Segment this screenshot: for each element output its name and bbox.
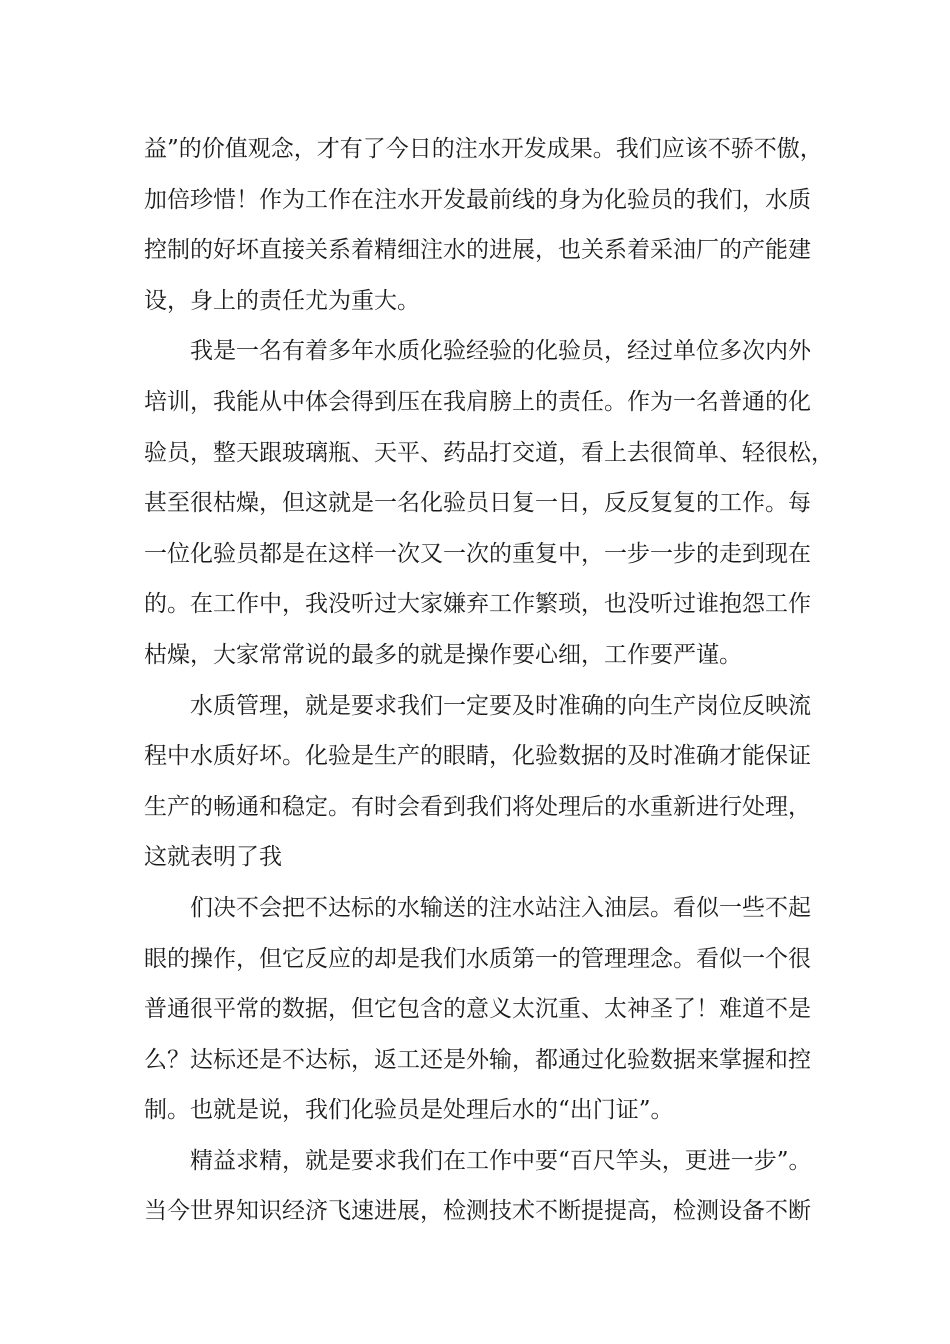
text-line: 设，身上的责任尤为重大。 [144, 287, 420, 314]
text-line: 普通很平常的数据，但它包含的意义太沉重、太神圣了！难道不是 [144, 996, 811, 1023]
text-line: 程中水质好坏。化验是生产的眼睛，化验数据的及时准确才能保证 [144, 743, 811, 770]
text-line: 当今世界知识经济飞速进展，检测技术不断提提高，检测设备不断 [144, 1198, 811, 1225]
text-line: 甚至很枯燥，但这就是一名化验员日复一日，反反复复的工作。每 [144, 490, 811, 517]
text-line: 么？达标还是不达标，返工还是外输，都通过化验数据来掌握和控 [144, 1046, 811, 1073]
text-line: 生产的畅通和稳定。有时会看到我们将处理后的水重新进行处理， [144, 793, 811, 820]
text-line: 验员，整天跟玻璃瓶、天平、药品打交道，看上去很简单、轻很松， [144, 439, 834, 466]
text-line: 眼的操作，但它反应的却是我们水质第一的管理理念。看似一个很 [144, 945, 811, 972]
text-line: 加倍珍惜！作为工作在注水开发最前线的身为化验员的我们，水质 [144, 186, 811, 213]
text-line: 枯燥，大家常常说的最多的就是操作要心细，工作要严谨。 [144, 641, 742, 668]
text-line: 的。在工作中，我没听过大家嫌弃工作繁琐，也没听过谁抱怨工作 [144, 591, 811, 618]
text-line: 制。也就是说，我们化验员是处理后水的“出门证”。 [144, 1097, 674, 1124]
text-line: 控制的好坏直接关系着精细注水的进展，也关系着采油厂的产能建 [144, 237, 811, 264]
text-line: 一位化验员都是在这样一次又一次的重复中，一步一步的走到现在 [144, 540, 811, 567]
paragraph-first-line: 们决不会把不达标的水输送的注水站注入油层。看似一些不起 [190, 894, 811, 921]
text-line: 这就表明了我 [144, 844, 282, 871]
paragraph-first-line: 精益求精，就是要求我们在工作中要“百尺竿头，更进一步”。 [190, 1147, 812, 1174]
document-body [144, 124, 834, 1237]
text-line: 益”的价值观念，才有了今日的注水开发成果。我们应该不骄不傲， [144, 136, 823, 162]
paragraph-first-line: 水质管理，就是要求我们一定要及时准确的向生产岗位反映流 [190, 692, 811, 719]
text-line: 培训，我能从中体会得到压在我肩膀上的责任。作为一名普通的化 [144, 388, 811, 415]
paragraph-first-line: 我是一名有着多年水质化验经验的化验员，经过单位多次内外 [190, 338, 811, 365]
